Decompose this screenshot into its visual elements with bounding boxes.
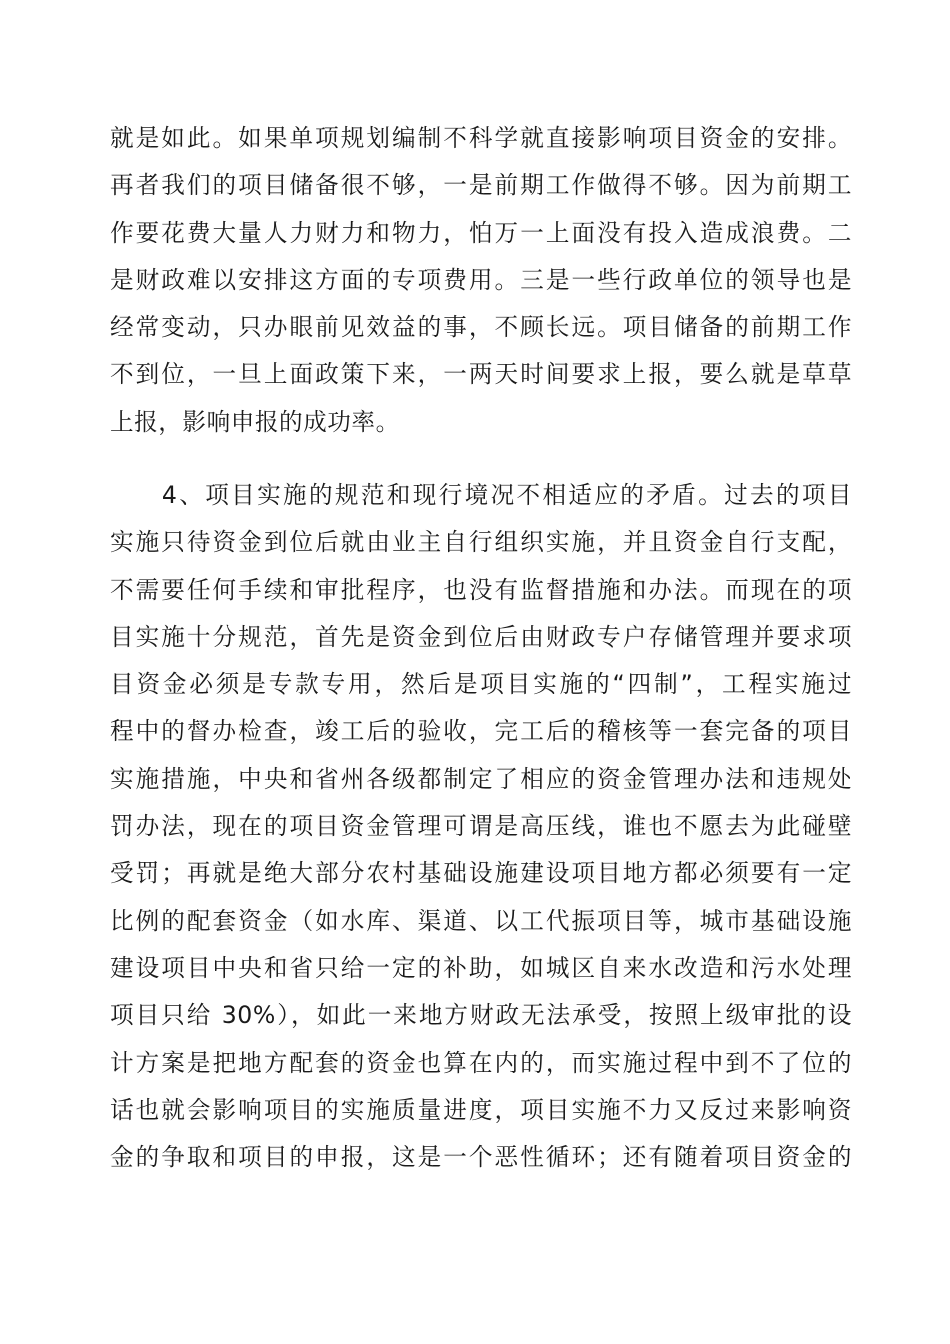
paragraph-line: 金的争取和项目的申报，这是一个恶性循环；还有随着项目资金的 <box>110 1143 852 1172</box>
paragraph-line: 4、项目实施的规范和现行境况不相适应的矛盾。过去的项目 <box>110 481 852 509</box>
paragraph-line: 上报，影响申报的成功率。 <box>110 407 400 436</box>
paragraph-line: 实施措施，中央和省州各级都制定了相应的资金管理办法和违规处 <box>110 764 852 793</box>
paragraph-line: 比例的配套资金（如水库、渠道、以工代振项目等，城市基础设施 <box>110 906 852 935</box>
paragraph-line: 话也就会影响项目的实施质量进度，项目实施不力又反过来影响资 <box>110 1095 852 1124</box>
paragraph-line: 计方案是把地方配套的资金也算在内的，而实施过程中到不了位的 <box>110 1048 852 1077</box>
paragraph-line: 作要花费大量人力财力和物力，怕万一上面没有投入造成浪费。二 <box>110 218 852 247</box>
paragraph-line: 罚办法，现在的项目资金管理可谓是高压线，谁也不愿去为此碰壁 <box>110 812 852 841</box>
paragraph-line: 再者我们的项目储备很不够，一是前期工作做得不够。因为前期工 <box>110 171 852 200</box>
paragraph-line: 经常变动，只办眼前见效益的事，不顾长远。项目储备的前期工作 <box>110 313 852 342</box>
paragraph-line: 建设项目中央和省只给一定的补助，如城区自来水改造和污水处理 <box>110 953 852 982</box>
paragraph-line: 项目只给 30%），如此一来地方财政无法承受，按照上级审批的设 <box>110 1001 852 1030</box>
paragraph-line: 目实施十分规范，首先是资金到位后由财政专户存储管理并要求项 <box>110 622 852 651</box>
paragraph-line: 不到位，一旦上面政策下来，一两天时间要求上报，要么就是草草 <box>110 360 852 389</box>
paragraph-line: 程中的督办检查，竣工后的验收，完工后的稽核等一套完备的项目 <box>110 717 852 746</box>
paragraph-line: 是财政难以安排这方面的专项费用。三是一些行政单位的领导也是 <box>110 265 852 294</box>
paragraph-2 <box>110 472 852 1181</box>
paragraph-line: 不需要任何手续和审批程序，也没有监督措施和办法。而现在的项 <box>110 575 852 604</box>
paragraph-1 <box>110 115 852 446</box>
paragraph-line: 受罚；再就是绝大部分农村基础设施建设项目地方都必须要有一定 <box>110 859 852 888</box>
paragraph-line: 实施只待资金到位后就由业主自行组织实施，并且资金自行支配， <box>110 528 852 557</box>
paragraph-line: 就是如此。如果单项规划编制不科学就直接影响项目资金的安排。 <box>110 124 852 152</box>
paragraph-line: 目资金必须是专款专用，然后是项目实施的“四制”，工程实施过 <box>110 670 852 699</box>
